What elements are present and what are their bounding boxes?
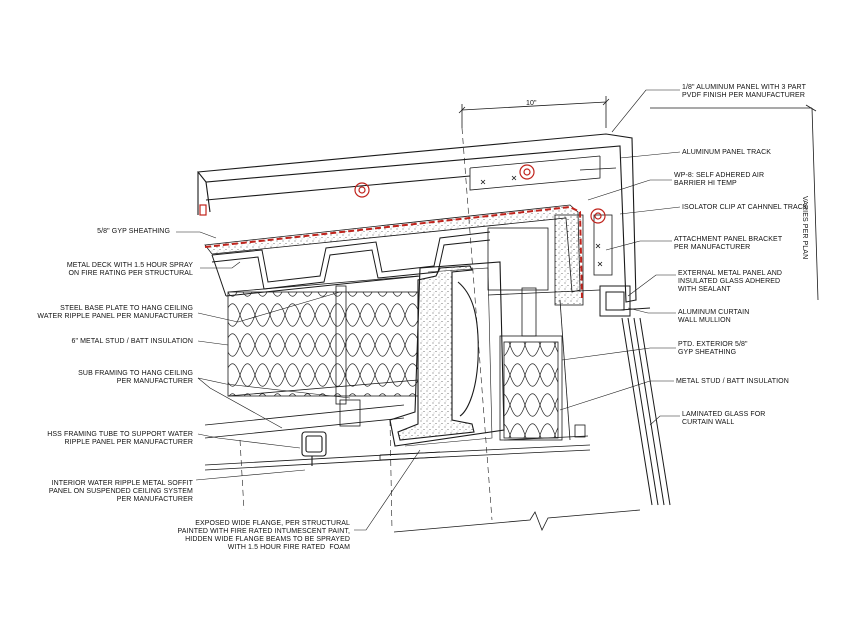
label-sub-framing: SUB FRAMING TO HANG CEILING PER MANUFACTURER	[78, 370, 193, 385]
label-external-panel-glass: EXTERNAL METAL PANEL AND INSULATED GLASS ADHERED WITH SEALANT	[678, 270, 783, 293]
label-aluminum-panel: 1/8" ALUMINUM PANEL WITH 3 PART PVDF FINISH PER MANUFACTURER	[682, 84, 806, 99]
label-metal-stud-batt-right: METAL STUD / BATT INSULATION	[676, 378, 789, 385]
dimension-varies: VARIES PER PLAN	[801, 196, 808, 260]
label-attachment-bracket: ATTACHMENT PANEL BRACKET PER MANUFACTURER	[674, 236, 783, 251]
label-steel-base-plate: STEEL BASE PLATE TO HANG CEILING WATER RIPPLE PANEL PER MANUFACTURER	[37, 305, 193, 320]
soffit-bottom	[380, 445, 590, 460]
label-hss-framing-tube: HSS FRAMING TUBE TO SUPPORT WATER RIPPLE PANEL PER MANUFACTURER	[47, 431, 193, 446]
hss-framing-tube	[302, 432, 326, 466]
label-metal-stud-batt-left: 6" METAL STUD / BATT INSULATION	[71, 338, 193, 345]
right-stud-batt-insulation	[500, 300, 588, 440]
label-exterior-gyp: PTD. EXTERIOR 5/8" GYP SHEATHING	[678, 341, 748, 356]
label-isolator-clip: ISOLATOR CLIP AT CAHNNEL TRACK	[682, 204, 808, 211]
left-stud-batt-insulation	[228, 276, 418, 404]
label-laminated-glass: LAMINATED GLASS FOR CURTAIN WALL	[682, 411, 766, 426]
break-line	[394, 510, 640, 532]
dimension-top-width: 10"	[526, 100, 537, 107]
label-curtain-wall-mullion: ALUMINUM CURTAIN WALL MULLION	[678, 309, 750, 324]
label-wide-flange: EXPOSED WIDE FLANGE, PER STRUCTURAL PAINTED WITH FIRE RATED INTUMESCENT PAINT, HIDDEN WIDE FLANGE BEAMS TO BE SPRAYED WITH 1.5 HOUR FIRE RATED FOAM	[177, 520, 350, 551]
label-interior-soffit: INTERIOR WATER RIPPLE METAL SOFFIT PANEL ON SUSPENDED CEILING SYSTEM PER MANUFACTURER	[48, 480, 193, 503]
label-panel-track: ALUMINUM PANEL TRACK	[682, 149, 771, 156]
label-metal-deck: METAL DECK WITH 1.5 HOUR SPRAY ON FIRE RATING PER STRUCTURAL	[66, 262, 193, 277]
label-air-barrier: WP-8: SELF ADHERED AIR BARRIER HI TEMP	[674, 172, 765, 187]
label-gyp-sheathing: 5/8" GYP SHEATHING	[97, 228, 170, 235]
curtain-wall	[600, 286, 670, 505]
